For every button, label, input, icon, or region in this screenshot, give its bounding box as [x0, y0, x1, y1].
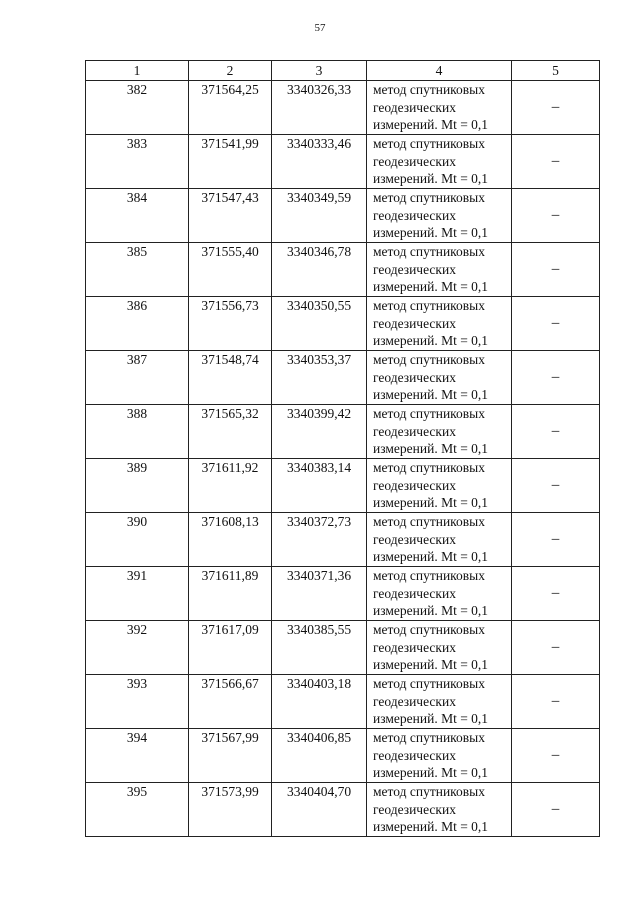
- x-coordinate-cell: 371573,99: [189, 783, 272, 837]
- method-line: метод спутниковых: [373, 622, 485, 637]
- y-coordinate-cell: 3340404,70: [272, 783, 367, 837]
- method-line: геодезических: [373, 423, 456, 439]
- method-line: измерений. Mt = 0,1: [373, 657, 489, 672]
- header-col-4: 4: [367, 61, 512, 81]
- point-number-cell: 390: [86, 513, 189, 567]
- header-col-3: 3: [272, 61, 367, 81]
- column-5-cell: –: [512, 189, 600, 243]
- column-5-cell: –: [512, 513, 600, 567]
- method-cell: [367, 675, 512, 729]
- x-coordinate-cell: 371608,13: [189, 513, 272, 567]
- method-line: метод спутниковых: [373, 298, 485, 313]
- header-col-1: 1: [86, 61, 189, 81]
- method-line: измерений. Mt = 0,1: [373, 441, 489, 456]
- y-coordinate-cell: 3340372,73: [272, 513, 367, 567]
- method-line: измерений. Mt = 0,1: [373, 711, 489, 726]
- x-coordinate-cell: 371611,92: [189, 459, 272, 513]
- method-line: метод спутниковых: [373, 244, 485, 259]
- method-cell: [367, 81, 512, 135]
- method-line: метод спутниковых: [373, 136, 485, 151]
- column-5-cell: –: [512, 405, 600, 459]
- y-coordinate-cell: 3340406,85: [272, 729, 367, 783]
- column-5-cell: –: [512, 243, 600, 297]
- method-line: метод спутниковых: [373, 514, 485, 529]
- method-cell: [367, 243, 512, 297]
- table-row: [86, 351, 600, 405]
- column-5-cell: –: [512, 135, 600, 189]
- x-coordinate-cell: 371567,99: [189, 729, 272, 783]
- table-row: [86, 513, 600, 567]
- table-row: [86, 621, 600, 675]
- x-coordinate-cell: 371547,43: [189, 189, 272, 243]
- method-line: измерений. Mt = 0,1: [373, 819, 489, 834]
- column-5-cell: –: [512, 783, 600, 837]
- column-5-cell: –: [512, 351, 600, 405]
- method-cell: [367, 459, 512, 513]
- table-row: [86, 729, 600, 783]
- method-cell: [367, 621, 512, 675]
- y-coordinate-cell: 3340403,18: [272, 675, 367, 729]
- table-row: [86, 297, 600, 351]
- x-coordinate-cell: 371564,25: [189, 81, 272, 135]
- method-line: метод спутниковых: [373, 352, 485, 367]
- y-coordinate-cell: 3340399,42: [272, 405, 367, 459]
- method-line: геодезических: [373, 153, 456, 169]
- point-number-cell: 389: [86, 459, 189, 513]
- method-line: измерений. Mt = 0,1: [373, 117, 489, 132]
- method-line: геодезических: [373, 747, 456, 763]
- method-line: метод спутниковых: [373, 730, 485, 745]
- method-line: геодезических: [373, 693, 456, 709]
- table-header: [86, 61, 600, 81]
- method-cell: [367, 729, 512, 783]
- y-coordinate-cell: 3340349,59: [272, 189, 367, 243]
- x-coordinate-cell: 371565,32: [189, 405, 272, 459]
- method-line: геодезических: [373, 639, 456, 655]
- method-line: метод спутниковых: [373, 82, 485, 97]
- column-5-cell: –: [512, 567, 600, 621]
- method-line: метод спутниковых: [373, 190, 485, 205]
- point-number-cell: 383: [86, 135, 189, 189]
- table-row: [86, 189, 600, 243]
- x-coordinate-cell: 371617,09: [189, 621, 272, 675]
- method-line: геодезических: [373, 477, 456, 493]
- method-line: геодезических: [373, 369, 456, 385]
- x-coordinate-cell: 371555,40: [189, 243, 272, 297]
- method-line: измерений. Mt = 0,1: [373, 603, 489, 618]
- method-line: измерений. Mt = 0,1: [373, 549, 489, 564]
- method-line: метод спутниковых: [373, 676, 485, 691]
- point-number-cell: 387: [86, 351, 189, 405]
- method-line: измерений. Mt = 0,1: [373, 333, 489, 348]
- method-line: геодезических: [373, 801, 456, 817]
- y-coordinate-cell: 3340371,36: [272, 567, 367, 621]
- method-line: метод спутниковых: [373, 406, 485, 421]
- method-cell: [367, 135, 512, 189]
- y-coordinate-cell: 3340326,33: [272, 81, 367, 135]
- column-5-cell: –: [512, 621, 600, 675]
- table-row: [86, 243, 600, 297]
- method-line: геодезических: [373, 261, 456, 277]
- table-row: [86, 81, 600, 135]
- table-row: [86, 783, 600, 837]
- point-number-cell: 393: [86, 675, 189, 729]
- point-number-cell: 392: [86, 621, 189, 675]
- method-cell: [367, 783, 512, 837]
- table-row: [86, 567, 600, 621]
- method-line: измерений. Mt = 0,1: [373, 387, 489, 402]
- y-coordinate-cell: 3340353,37: [272, 351, 367, 405]
- method-cell: [367, 513, 512, 567]
- point-number-cell: 386: [86, 297, 189, 351]
- column-5-cell: –: [512, 297, 600, 351]
- table-row: [86, 405, 600, 459]
- header-col-5: 5: [512, 61, 600, 81]
- y-coordinate-cell: 3340333,46: [272, 135, 367, 189]
- x-coordinate-cell: 371611,89: [189, 567, 272, 621]
- method-line: геодезических: [373, 207, 456, 223]
- method-line: измерений. Mt = 0,1: [373, 279, 489, 294]
- x-coordinate-cell: 371541,99: [189, 135, 272, 189]
- method-cell: [367, 189, 512, 243]
- point-number-cell: 395: [86, 783, 189, 837]
- method-line: геодезических: [373, 585, 456, 601]
- method-line: метод спутниковых: [373, 784, 485, 799]
- method-line: геодезических: [373, 99, 456, 115]
- coordinates-table: [85, 60, 600, 837]
- method-line: метод спутниковых: [373, 568, 485, 583]
- table-body: [86, 81, 600, 837]
- point-number-cell: 388: [86, 405, 189, 459]
- table-row: [86, 459, 600, 513]
- method-cell: [367, 351, 512, 405]
- column-5-cell: –: [512, 81, 600, 135]
- y-coordinate-cell: 3340383,14: [272, 459, 367, 513]
- method-line: измерений. Mt = 0,1: [373, 495, 489, 510]
- x-coordinate-cell: 371566,67: [189, 675, 272, 729]
- method-line: геодезических: [373, 531, 456, 547]
- point-number-cell: 391: [86, 567, 189, 621]
- method-cell: [367, 297, 512, 351]
- point-number-cell: 384: [86, 189, 189, 243]
- x-coordinate-cell: 371556,73: [189, 297, 272, 351]
- method-line: метод спутниковых: [373, 460, 485, 475]
- page-number: 57: [314, 22, 326, 34]
- header-col-2: 2: [189, 61, 272, 81]
- column-5-cell: –: [512, 459, 600, 513]
- y-coordinate-cell: 3340385,55: [272, 621, 367, 675]
- header-row: [86, 61, 600, 81]
- y-coordinate-cell: 3340346,78: [272, 243, 367, 297]
- method-cell: [367, 567, 512, 621]
- method-line: измерений. Mt = 0,1: [373, 171, 489, 186]
- method-line: измерений. Mt = 0,1: [373, 225, 489, 240]
- point-number-cell: 382: [86, 81, 189, 135]
- method-cell: [367, 405, 512, 459]
- y-coordinate-cell: 3340350,55: [272, 297, 367, 351]
- point-number-cell: 394: [86, 729, 189, 783]
- table-row: [86, 135, 600, 189]
- column-5-cell: –: [512, 675, 600, 729]
- method-line: измерений. Mt = 0,1: [373, 765, 489, 780]
- method-line: геодезических: [373, 315, 456, 331]
- point-number-cell: 385: [86, 243, 189, 297]
- x-coordinate-cell: 371548,74: [189, 351, 272, 405]
- column-5-cell: –: [512, 729, 600, 783]
- table-row: [86, 675, 600, 729]
